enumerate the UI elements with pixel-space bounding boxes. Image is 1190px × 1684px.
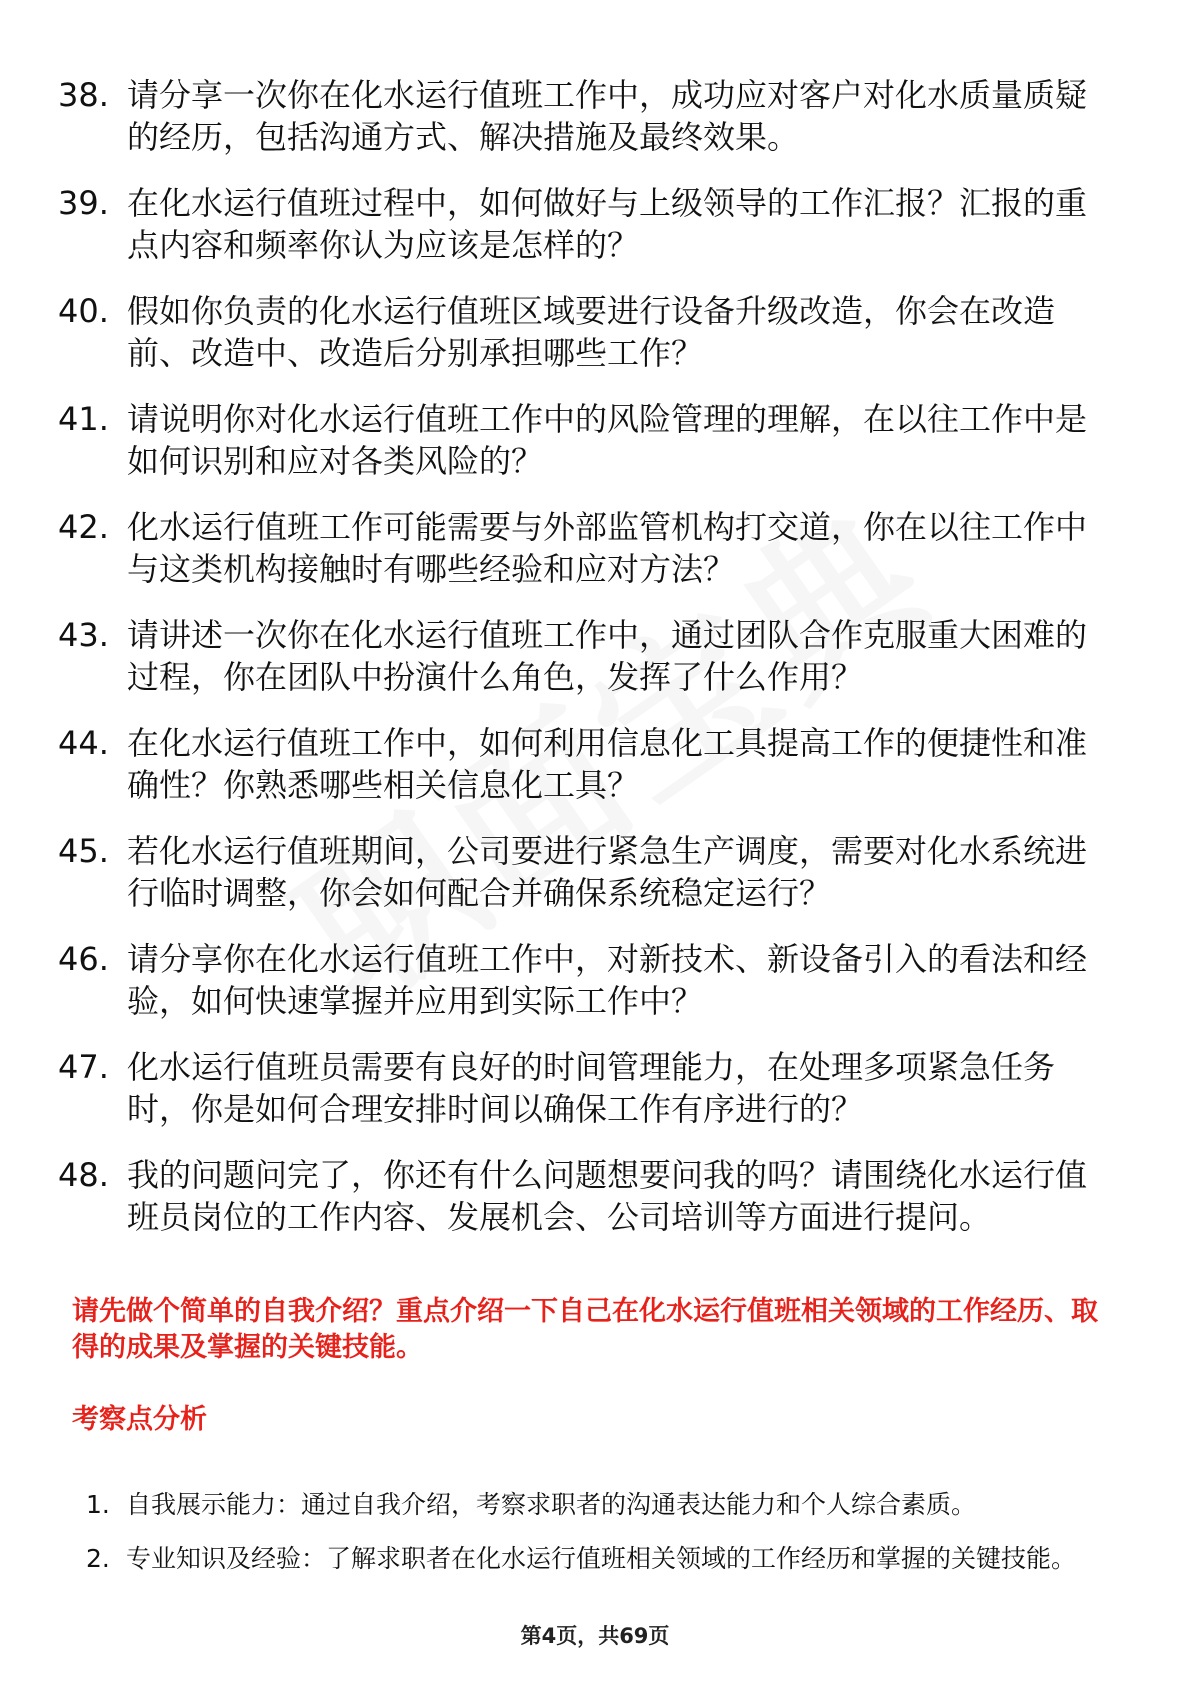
- question-text: 在化水运行值班过程中，如何做好与上级领导的工作汇报？汇报的重点内容和频率你认为应该是怎样的？: [127, 184, 1088, 264]
- question-list: [0, 74, 1190, 1238]
- question-item: [0, 614, 1190, 698]
- question-number: 46.: [58, 940, 109, 978]
- question-text: 请分享一次你在化水运行值班工作中，成功应对客户对化水质量质疑的经历，包括沟通方式、解决措施及最终效果。: [127, 76, 1088, 156]
- analysis-item: [0, 1532, 1190, 1586]
- question-text: 请讲述一次你在化水运行值班工作中，通过团队合作克服重大困难的过程，你在团队中扮演什么角色，发挥了什么作用？: [127, 616, 1088, 696]
- question-item: [0, 398, 1190, 482]
- question-item: [0, 1046, 1190, 1130]
- question-item: [0, 74, 1190, 158]
- question-text: 化水运行值班工作可能需要与外部监管机构打交道，你在以往工作中与这类机构接触时有哪些经验和应对方法？: [127, 508, 1088, 588]
- question-text: 若化水运行值班期间，公司要进行紧急生产调度，需要对化水系统进行临时调整，你会如何配合并确保系统稳定运行？: [127, 832, 1088, 912]
- question-item: [0, 722, 1190, 806]
- analysis-number: 1.: [86, 1490, 110, 1519]
- question-text: 假如你负责的化水运行值班区域要进行设备升级改造，你会在改造前、改造中、改造后分别承担哪些工作？: [127, 292, 1056, 372]
- question-item: [0, 290, 1190, 374]
- analysis-title: 考察点分析: [72, 1404, 207, 1435]
- question-item: [0, 506, 1190, 590]
- question-item: [0, 1154, 1190, 1238]
- question-number: 41.: [58, 400, 109, 438]
- question-number: 45.: [58, 832, 109, 870]
- question-text: 化水运行值班员需要有良好的时间管理能力，在处理多项紧急任务时，你是如何合理安排时间以确保工作有序进行的？: [127, 1048, 1056, 1128]
- question-text: 我的问题问完了，你还有什么问题想要问我的吗？请围绕化水运行值班员岗位的工作内容、发展机会、公司培训等方面进行提问。: [127, 1156, 1088, 1236]
- analysis-number: 2.: [86, 1544, 110, 1573]
- question-number: 48.: [58, 1156, 109, 1194]
- analysis-list: [0, 1478, 1190, 1586]
- question-number: 47.: [58, 1048, 109, 1086]
- analysis-item: [0, 1478, 1190, 1532]
- highlight-question: 请先做个简单的自我介绍？重点介绍一下自己在化水运行值班相关领域的工作经历、取得的成果及掌握的关键技能。: [72, 1296, 1098, 1363]
- question-item: [0, 830, 1190, 914]
- question-number: 44.: [58, 724, 109, 762]
- question-item: [0, 182, 1190, 266]
- question-text: 在化水运行值班工作中，如何利用信息化工具提高工作的便捷性和准确性？你熟悉哪些相关信息化工具？: [127, 724, 1088, 804]
- question-item: [0, 938, 1190, 1022]
- question-number: 39.: [58, 184, 109, 222]
- page-footer: 第4页，共69页: [520, 1624, 670, 1648]
- question-text: 请说明你对化水运行值班工作中的风险管理的理解，在以往工作中是如何识别和应对各类风险的？: [127, 400, 1088, 480]
- question-number: 42.: [58, 508, 109, 546]
- analysis-text: 自我展示能力：通过自我介绍，考察求职者的沟通表达能力和个人综合素质。: [126, 1490, 977, 1519]
- question-number: 43.: [58, 616, 109, 654]
- question-number: 40.: [58, 292, 109, 330]
- analysis-text: 专业知识及经验：了解求职者在化水运行值班相关领域的工作经历和掌握的关键技能。: [126, 1544, 1077, 1573]
- question-number: 38.: [58, 76, 109, 114]
- question-text: 请分享你在化水运行值班工作中，对新技术、新设备引入的看法和经验，如何快速掌握并应用到实际工作中？: [127, 940, 1088, 1020]
